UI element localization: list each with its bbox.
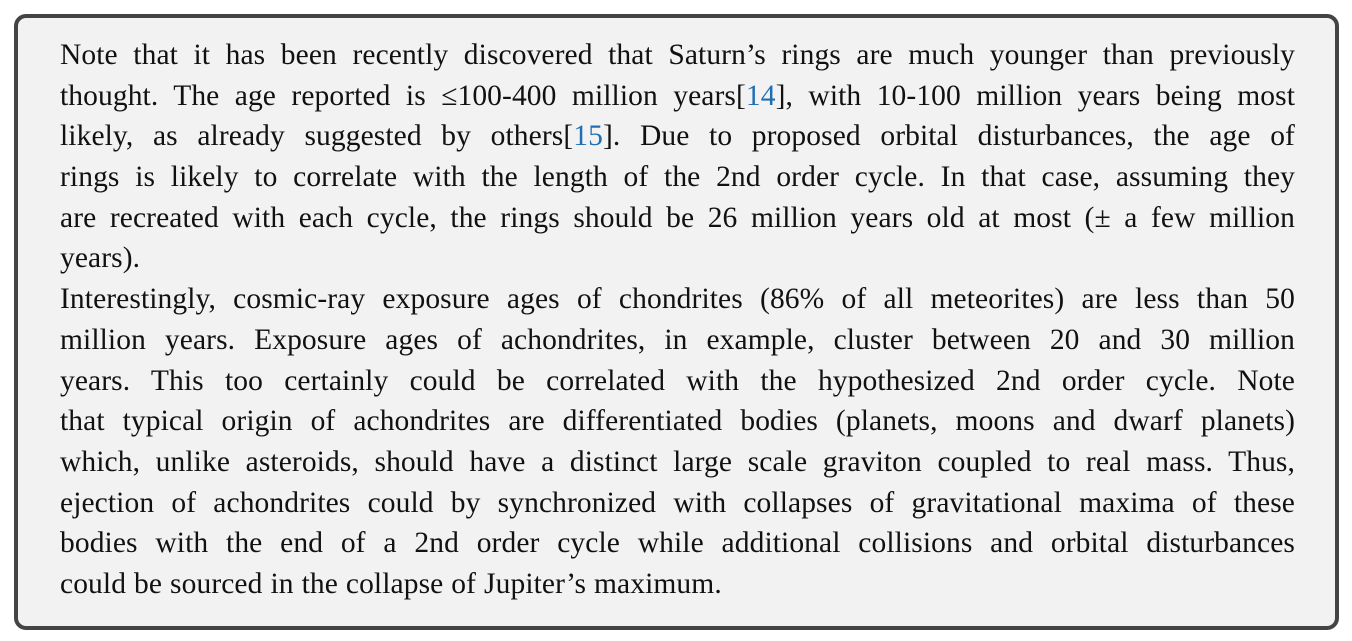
text-line: million years. Exposure ages of achondrites, in example, cluster between 20 and 30 million <box>60 323 1295 356</box>
text-segment: ], with 10-100 million years being most <box>775 79 1295 112</box>
text-line: Interestingly, cosmic-ray exposure ages of chondrites (86% of all meteorites) are less than 50 <box>60 283 1295 316</box>
text-line: that typical origin of achondrites are differentiated bodies (planets, moons and dwarf planets) <box>60 405 1295 438</box>
text-line: rings is likely to correlate with the length of the 2nd order cycle. In that case, assuming they <box>60 161 1295 194</box>
text-segment: thought. The age reported is ≤100-400 million years[ <box>60 79 746 112</box>
text-line <box>60 116 1295 157</box>
text-line: years). <box>60 242 141 275</box>
paragraph-saturn-rings <box>60 35 1295 279</box>
citation-link-15[interactable]: 15 <box>573 120 603 153</box>
paragraph-meteorite-exposure <box>60 279 1295 605</box>
text-segment: likely, as already suggested by others[ <box>60 120 574 153</box>
text-line: are recreated with each cycle, the rings should be 26 million years old at most (± a few million <box>60 201 1295 234</box>
text-segment: ]. Due to proposed orbital disturbances, the age of <box>602 120 1295 153</box>
text-line: could be sourced in the collapse of Jupiter’s maximum. <box>60 567 722 600</box>
note-text <box>60 35 1295 605</box>
text-line: which, unlike asteroids, should have a distinct large scale graviton coupled to real mass. Thus, <box>60 445 1295 478</box>
text-line: bodies with the end of a 2nd order cycle while additional collisions and orbital disturbances <box>60 527 1295 560</box>
text-line <box>60 76 1295 117</box>
text-line: Note that it has been recently discovered that Saturn’s rings are much younger than previously <box>60 39 1295 71</box>
citation-link-14[interactable]: 14 <box>745 79 776 112</box>
text-line: ejection of achondrites could by synchronized with collapses of gravitational maxima of these <box>60 486 1295 519</box>
text-line: years. This too certainly could be correlated with the hypothesized 2nd order cycle. Note <box>60 364 1295 397</box>
